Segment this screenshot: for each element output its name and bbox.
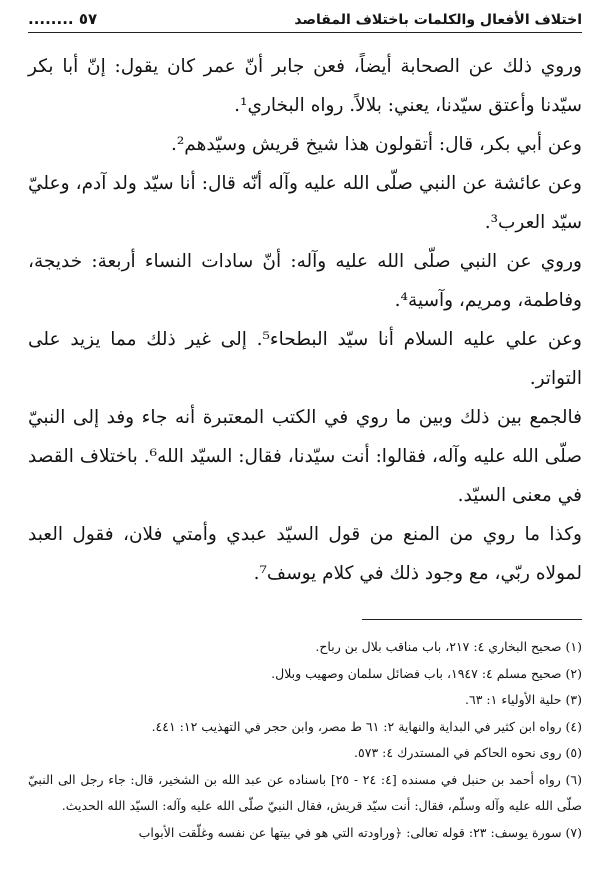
- paragraph: وروي عن النبي صلّى الله عليه وآله: أنّ سادات النساء أربعة: خديجة، وفاطمة، ومريم، وآسية⁴.: [28, 251, 582, 311]
- paragraph: وكذا ما روي من المنع من قول السيّد عبدي وأمتي فلان، فقول العبد لمولاه ربّي، مع وجود ذلك في كلام يوسف⁷.: [28, 524, 582, 584]
- paragraph: فالجمع بين ذلك وبين ما روي في الكتب المعتبرة أنه جاء وفد إلى النبيّ صلّى الله عليه وآله، فقالوا: أنت سيّدنا، فقال: السيّد الله⁶. باختلاف القصد في معنى السيّد.: [28, 407, 582, 506]
- running-header: [28, 10, 582, 33]
- footnote-separator: [362, 619, 582, 620]
- footnote: (٥) روى نحوه الحاكم في المستدرك ٤: ٥٧٣.: [354, 745, 582, 760]
- footnote: (٦) رواه أحمد بن حنبل في مسنده [٤: ٢٤ - ٢٥] باسناده عن عبد الله بن الشخير، قال: جاء رجل الى النبيّ صلّى الله عليه وآله وسلّم، فقال: أنت سيّد قريش، فقال النبيّ صلّى الله عليه وآله: السيّد الله الحديث.: [28, 771, 582, 813]
- footnote: (٢) صحيح مسلم ٤: ١٩٤٧، باب فضائل سلمان وصهيب وبلال.: [271, 665, 582, 681]
- paragraph: وعن عائشة عن النبي صلّى الله عليه وآله أنّه قال: أنا سيّد ولد آدم، وعليّ سيّد العرب³.: [28, 173, 582, 233]
- paragraph: وعن علي عليه السلام أنا سيّد البطحاء⁵. إلى غير ذلك مما يزيد على التواتر.: [28, 329, 582, 389]
- running-title: اختلاف الأفعال والكلمات باختلاف المقاصد: [294, 12, 582, 28]
- footnotes: [28, 634, 582, 846]
- main-text: [28, 47, 582, 593]
- footnote: (١) صحيح البخاري ٤: ٢١٧، باب مناقب بلال بن رباح.: [315, 639, 582, 654]
- paragraph: وروي ذلك عن الصحابة أيضاً، فعن جابر أنّ عمر كان يقول: إنّ أبا بكر سيّدنا وأعتق سيّدنا، يعني: بلالاً. رواه البخاري¹.: [28, 56, 582, 116]
- paragraph: وعن أبي بكر، قال: أتقولون هذا شيخ قريش وسيّدهم².: [170, 134, 582, 155]
- page-number: ........ ٥٧: [28, 10, 98, 28]
- footnote: (٧) سورة يوسف: ٢٣: قوله تعالى: ﴿وراودته التي هو في بيتها عن نفسه وغلّقت الأبواب: [138, 824, 582, 840]
- footnote: (٣) حلية الأولياء ١: ٦٣.: [465, 692, 582, 707]
- footnote: (٤) رواه ابن كثير في البداية والنهاية ٢: ٦١ ط مصر، وابن حجر في التهذيب ١٢: ٤٤١.: [151, 718, 582, 734]
